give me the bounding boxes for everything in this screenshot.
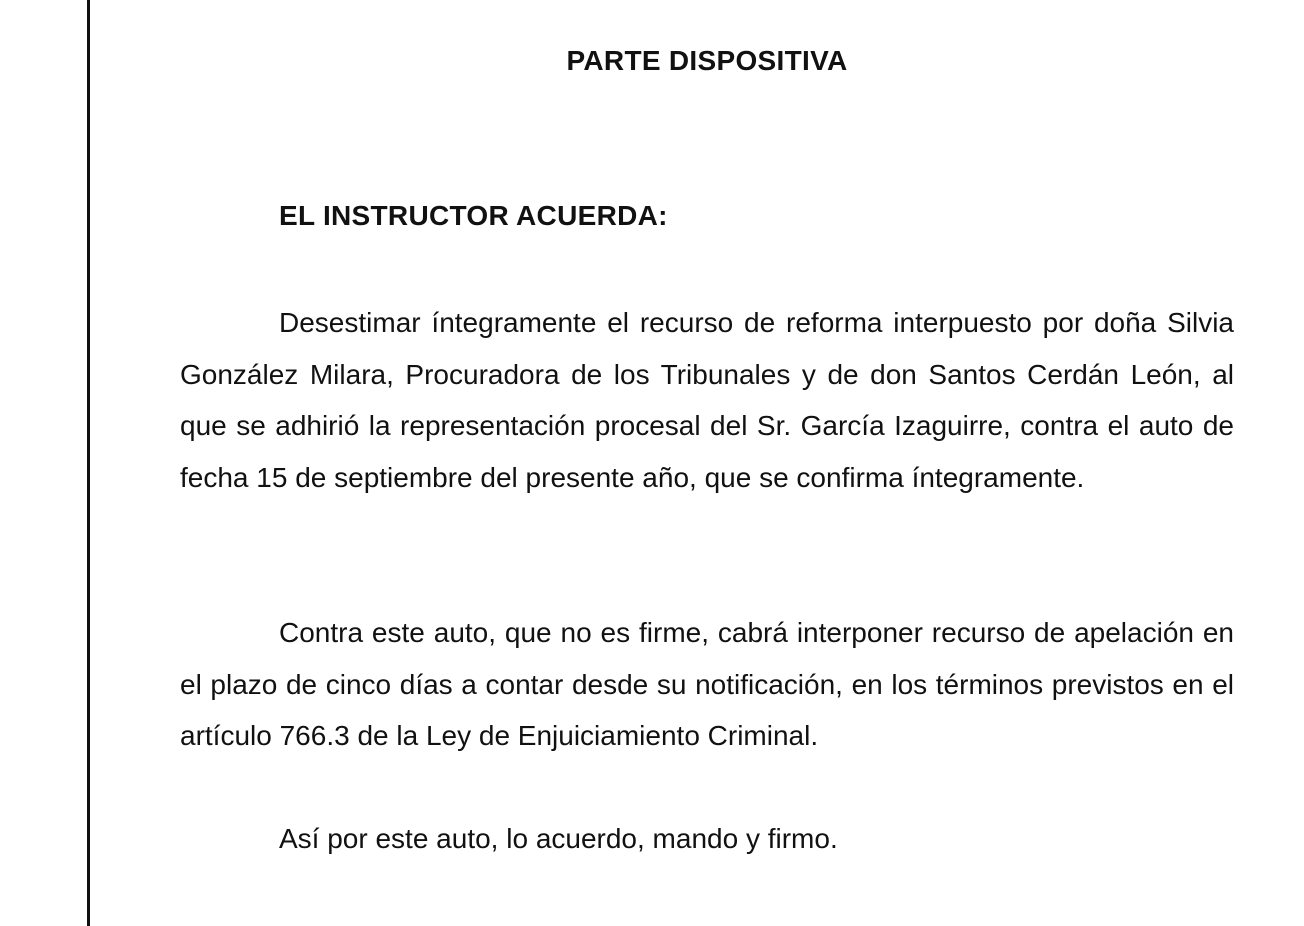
document-subheading: EL INSTRUCTOR ACUERDA:	[279, 200, 668, 231]
paragraph-resolution: Desestimar íntegramente el recurso de reforma interpuesto por doña Silvia González Milara, Procuradora de los Tribunales y de don Santos Cerdán León, al que se adhirió la representación procesal del Sr. García Izaguirre, contra el auto de fecha 15 de septiembre del presente año, que se confirma íntegramente.	[180, 307, 1234, 493]
page-margin-rule	[87, 0, 90, 926]
paragraph-appeal-notice: Contra este auto, que no es firme, cabrá interponer recurso de apelación en el plazo de cinco días a contar desde su notificación, en los términos previstos en el artículo 766.3 de la Ley de Enjuiciamiento Criminal.	[180, 617, 1234, 751]
paragraph-closing: Así por este auto, lo acuerdo, mando y firmo.	[279, 823, 838, 854]
document-heading: PARTE DISPOSITIVA	[566, 45, 848, 76]
